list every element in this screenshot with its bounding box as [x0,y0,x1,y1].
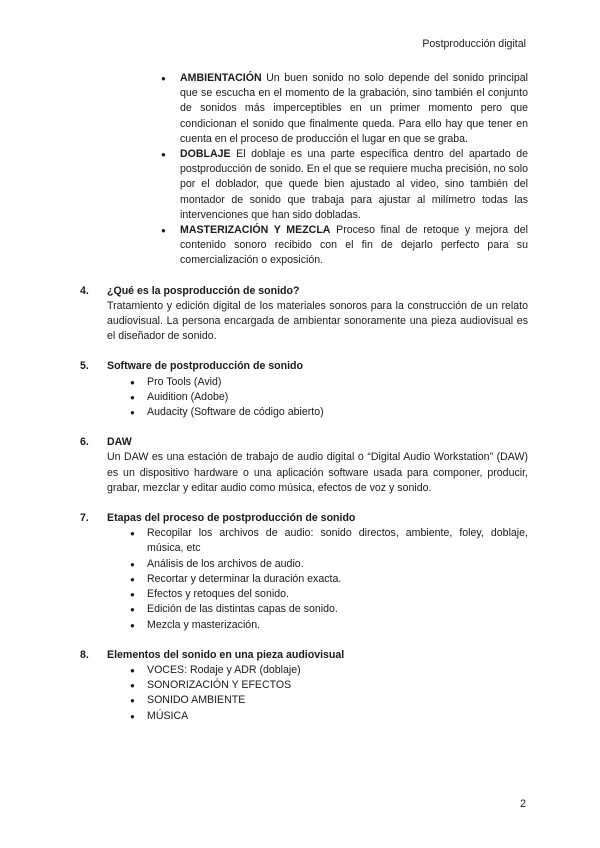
production-elements-list [80,71,528,269]
section-5 [80,359,528,420]
list-item: ● DOBLAJE El doblaje es una parte específica dentro del apartado de postproducción de sonido. En el que se requiere mucha precisión, no solo por el doblador, que quede bien ajustado al video, sino también del montador de sonido que trabaja para ajustar al milímetro todas las intervenciones que han sido dobladas. [161,147,528,223]
section-title: Elementos del sonido en una pieza audiovisual [107,648,345,661]
section-title: Etapas del proceso de postproducción de sonido [107,512,356,525]
list-item: ● Auidition (Adobe) [130,390,528,405]
list-item: ● Recortar y determinar la duración exacta. [130,572,528,587]
page-number: 2 [520,798,526,810]
list-item: ● Audacity (Software de código abierto) [130,405,528,420]
section-body: Un DAW es una estación de trabajo de audio digital o “Digital Audio Workstation” (DAW) es un dispositivo hardware o una aplicación software usada para componer, producir, grabar, mezclar y editar audio como música, efectos de voz y sonido. [107,451,528,494]
section-number: 5. [80,360,89,373]
section-8 [80,648,528,724]
list-item: ● Edición de las distintas capas de sonido. [130,602,528,617]
list-item: ● SONORIZACIÓN Y EFECTOS [130,678,528,693]
list-item: ● SONIDO AMBIENTE [130,693,528,708]
list-item: ● VOCES: Rodaje y ADR (doblaje) [130,663,528,678]
list-item: ● Pro Tools (Avid) [130,375,528,390]
section-number: 7. [80,512,89,525]
section-number: 4. [80,284,89,297]
section-4 [80,284,528,345]
section-title: ¿Qué es la posproducción de sonido? [107,284,300,297]
list-item: ● MASTERIZACIÓN Y MEZCLA Proceso final de retoque y mejora del contenido sonoro recibido con el fin de dejarlo perfecto para su comercialización o exposición. [161,223,528,269]
section-7 [80,511,528,633]
section-body: Tratamiento y edición digital de los materiales sonoros para la construcción de un relato audiovisual. La persona encargada de ambientar sonoramente una pieza audiovisual es el diseñador de sonido. [107,299,528,343]
section-number: 6. [80,436,89,449]
list-item: ● MÚSICA [130,709,528,724]
section-number: 8. [80,648,89,661]
list-item: ● Mezcla y masterización. [130,618,528,633]
list-item: ● Efectos y retoques del sonido. [130,587,528,602]
document-body [80,71,528,724]
list-item: ● Recopilar los archivos de audio: sonido directos, ambiente, foley, doblaje, música, etc [130,526,528,556]
stages-list [80,526,528,632]
page-header: Postproducción digital [422,38,526,50]
section-title: Software de postproducción de sonido [107,360,303,373]
list-item: ● Análisis de los archivos de audio. [130,557,528,572]
section-6 [80,435,528,496]
section-title: DAW [107,436,132,449]
software-list [80,375,528,421]
list-item: ● AMBIENTACIÓN Un buen sonido no solo depende del sonido principal que se escucha en el momento de la grabación, sino también el conjunto de sonidos más imperceptibles en un primer momento pero que condicionan el sonido que finalmente queda. Para ello hay que tener en cuenta en el proceso de producción el lugar en que se graba. [161,71,528,147]
sound-elements-list [80,663,528,724]
